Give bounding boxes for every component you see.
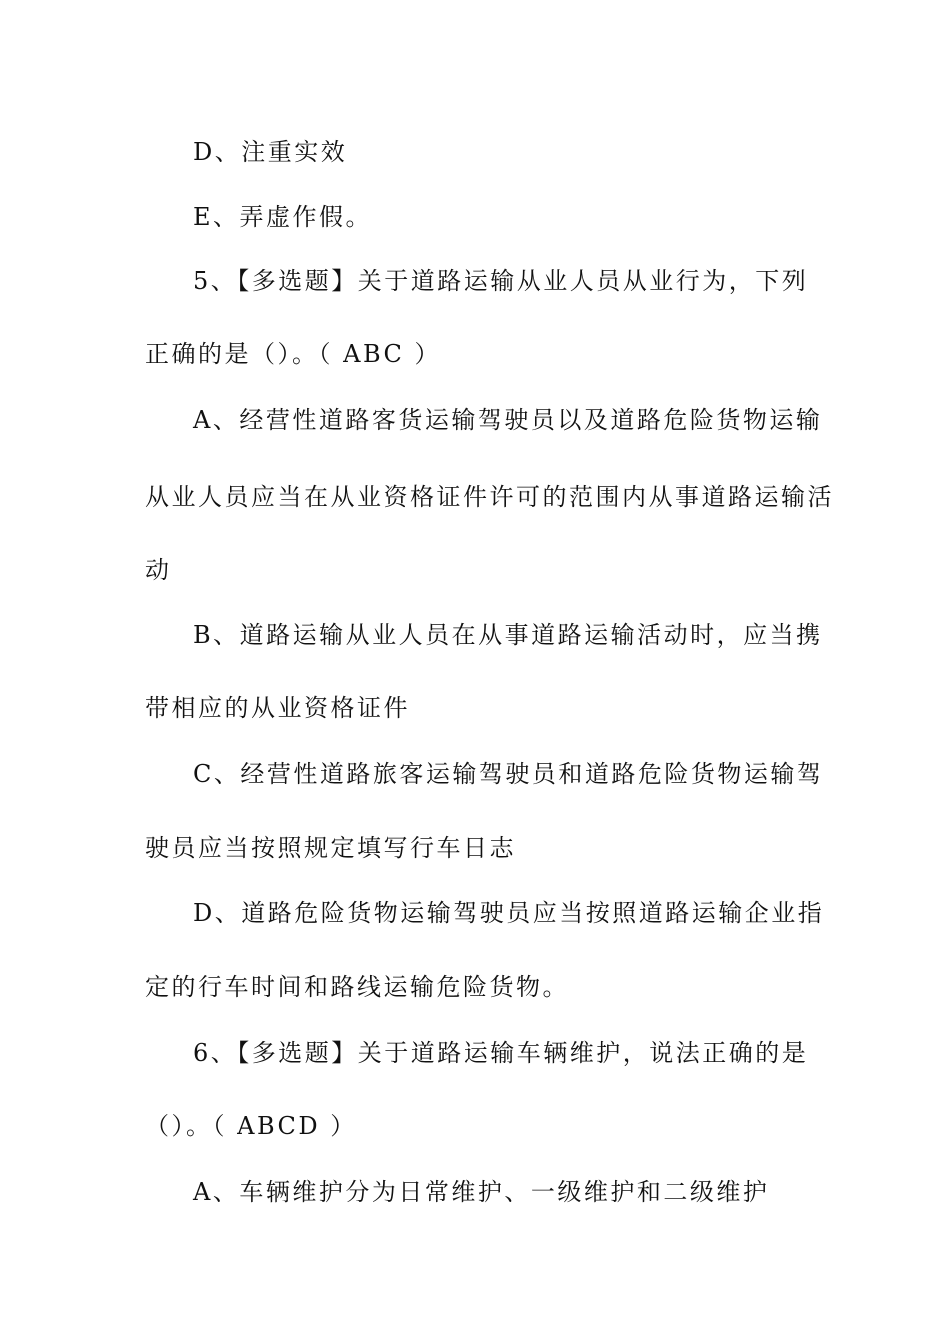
question-5-line-2: 正确的是（）。（ ABC ）: [145, 340, 442, 368]
question-5-line-1: 5、【多选题】关于道路运输从业人员从业行为，下列: [193, 267, 809, 295]
option-d-q4: D、注重实效: [193, 138, 348, 166]
q5-option-b-line-2: 带相应的从业资格证件: [145, 694, 410, 722]
question-6-line-2: （）。（ ABCD ）: [145, 1112, 357, 1140]
option-e-q4: E、弄虚作假。: [193, 203, 373, 231]
q6-option-a: A、车辆维护分为日常维护、一级维护和二级维护: [193, 1178, 770, 1206]
q5-option-b-line-1: B、道路运输从业人员在从事道路运输活动时，应当携: [193, 621, 823, 649]
q5-option-d-line-2: 定的行车时间和路线运输危险货物。: [145, 973, 569, 1001]
question-6-line-1: 6、【多选题】关于道路运输车辆维护，说法正确的是: [193, 1039, 809, 1067]
q5-option-a-line-2: 从业人员应当在从业资格证件许可的范围内从事道路运输活: [145, 483, 834, 511]
q5-option-c-line-1: C、经营性道路旅客运输驾驶员和道路危险货物运输驾: [193, 760, 824, 788]
q5-option-a-line-1: A、经营性道路客货运输驾驶员以及道路危险货物运输: [193, 406, 823, 434]
q5-option-c-line-2: 驶员应当按照规定填写行车日志: [145, 834, 516, 862]
q5-option-a-line-3: 动: [145, 556, 172, 584]
q5-option-d-line-1: D、道路危险货物运输驾驶员应当按照道路运输企业指: [193, 899, 825, 927]
